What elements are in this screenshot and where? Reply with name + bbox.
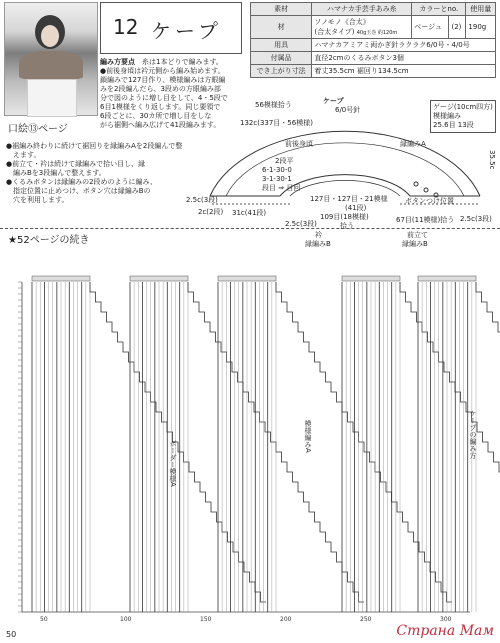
- gauge-line: 模様編み: [433, 112, 461, 120]
- right-count: 67目(11模様)拾う: [396, 216, 455, 224]
- material-label: 材: [251, 16, 312, 39]
- instruction-line: 6目1模様をくり返します。同じ要領で: [100, 103, 221, 111]
- instruction-line: えます。: [6, 151, 41, 159]
- stitch-count-label: 200: [280, 616, 292, 623]
- photo-page-ref: 口絵⑬ページ: [8, 124, 68, 135]
- color-name: ベージュ: [412, 16, 449, 39]
- bottom-dim: 2.5c(3段): [285, 220, 317, 228]
- neck-label: 127目・127目・21模様: [310, 195, 388, 203]
- cape-title: ケープ: [323, 97, 344, 105]
- collar-edge: 縁編みB: [305, 240, 331, 248]
- instruction-line: 指定位置に止めつけ、ボタン穴は縁編みBの: [6, 187, 151, 195]
- watermark: Страна Мам: [396, 623, 494, 639]
- chart-column-header: [218, 276, 276, 281]
- pattern-a-label: 模様編みA: [304, 420, 312, 453]
- color-no: (2): [449, 16, 466, 39]
- chart-column-block: [218, 276, 452, 612]
- front-edge: 縁編みB: [402, 240, 428, 248]
- dan-label: 2段平: [275, 157, 294, 165]
- arc-count: 132c(337目・56模様): [240, 119, 313, 127]
- collar-pickup: 拾う: [340, 222, 354, 230]
- chart-column-header: [32, 276, 90, 281]
- continued-heading: ★52ページの続き: [8, 235, 90, 246]
- right-dim: 2.5c(3段): [460, 215, 492, 223]
- gauge-line: 25.6目 13段: [433, 121, 474, 129]
- amount: 190g: [466, 16, 496, 39]
- collar-label: 衿: [315, 231, 322, 239]
- button-position-label: ボタンつけ位置: [405, 197, 454, 205]
- cape-pattern-label: ケープの編み方: [469, 410, 477, 459]
- size-label: でき上がり寸法: [251, 65, 312, 78]
- notions-label: 付属品: [251, 52, 312, 65]
- length-dim: 35.5c: [488, 150, 496, 170]
- instruction-line: ●くるみボタンは縁編みの2段めのように編み、: [6, 178, 157, 186]
- color-header: カラーとno.: [412, 3, 466, 16]
- collar-count: 109目(18模様): [320, 213, 369, 221]
- yarn-name: ソノモノ《合太》 (合太タイプ) 40g玉巻 約120m: [312, 16, 412, 39]
- instruction-line: ●前立て・衿は続けて縁編みで拾い目し、縁: [6, 160, 146, 168]
- needle-size: 6/0号針: [335, 106, 361, 114]
- instruction-line: ●前後身頃は衿元側から編み始めます。: [100, 67, 225, 75]
- dan-list-1: 6-1-30-0: [262, 166, 292, 174]
- project-number: 12: [113, 15, 139, 39]
- chart-column-block: [32, 276, 266, 612]
- yarn-header: ハマナカ手芸手あみ糸: [312, 3, 412, 16]
- stitch-count-label: 50: [40, 616, 48, 623]
- left-dim-2: 2c(2段): [198, 208, 224, 216]
- instruction-line: ●裾編み終わりに続けて裾回りを縁編みAを2段編んで整: [6, 142, 183, 150]
- instruction-line: 6段ごとに、30カ所で増し目をしな: [100, 112, 212, 120]
- left-dim-3: 31c(41段): [232, 209, 267, 217]
- stitch-count-label: 250: [360, 616, 372, 623]
- top-pickup-label: 56模様拾う: [255, 101, 292, 109]
- increase-edge: [90, 282, 266, 602]
- edge-a-label: 縁編みA: [400, 140, 426, 148]
- stitch-count-label: 150: [200, 616, 212, 623]
- instructions-heading: 編み方要点 糸は1本どりで編みます。: [100, 58, 223, 66]
- notions-value: 直径2cmのくるみボタン3個: [312, 52, 496, 65]
- instruction-line: がら裾側へ編み広げて41段編みます。: [100, 121, 221, 129]
- amount-header: 使用量: [466, 3, 496, 16]
- increase-edge: [400, 282, 500, 602]
- front-label: 前立て: [407, 231, 428, 239]
- body-label: 前後身頃: [285, 140, 313, 148]
- chart-column-header: [130, 276, 188, 281]
- gauge-title: ゲージ(10cm四方): [433, 103, 493, 111]
- dan-list-2: 3-1-30-1: [262, 175, 292, 183]
- material-header: 素材: [251, 3, 312, 16]
- stitch-count-label: 300: [440, 616, 452, 623]
- tools-label: 用具: [251, 39, 312, 52]
- chart-column-header: [418, 276, 476, 281]
- stitch-count-label: 100: [120, 616, 132, 623]
- instruction-line: 分で図のように増し目をして、4・5段で: [100, 94, 228, 102]
- page-number: 50: [6, 630, 17, 639]
- neck-rows: (41段): [345, 204, 367, 212]
- left-dim: 2.5c(3段): [186, 196, 218, 204]
- chart-column-header: [342, 276, 400, 281]
- project-title: ケープ: [151, 19, 222, 43]
- instruction-line: 鎖編みで127目作り、模様編みは方眼編: [100, 76, 226, 84]
- instruction-line: みを2段編んだら、3段めの方眼編み部: [100, 85, 221, 93]
- instruction-line: 穴を利用します。: [6, 196, 69, 204]
- dan-list-3: 段目 ⇒ 目回: [262, 184, 301, 192]
- tools-value: ハマナカアミアミ両かぎ針ラクラク6/0号・4/0号: [312, 39, 496, 52]
- size-value: 着丈35.5cm 裾回り134.5cm: [312, 65, 496, 78]
- border-a-label: ボーダー模様A: [169, 440, 177, 487]
- instruction-line: 編みBを3段編んで整えます。: [6, 169, 106, 177]
